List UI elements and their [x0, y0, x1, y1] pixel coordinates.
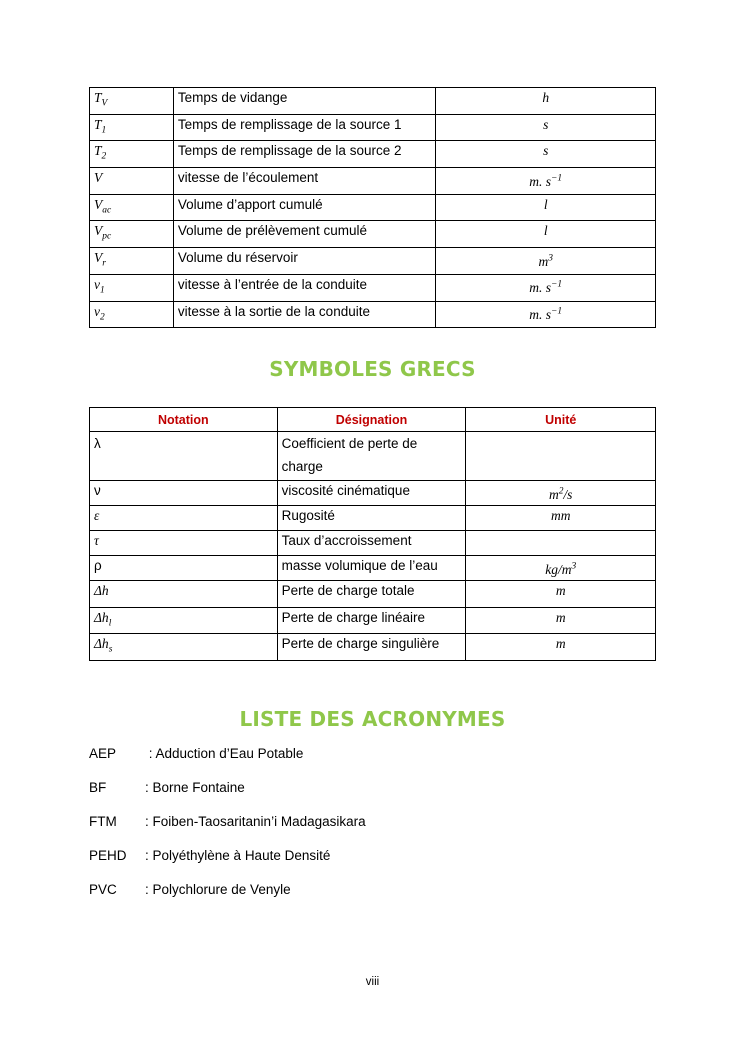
notation-cell: $v_1$ [90, 274, 174, 301]
acronyms-heading: LISTE DES ACRONYMES [239, 707, 506, 731]
designation-cell: vitesse à la sortie de la conduite [173, 301, 436, 328]
designation-cell: Volume d’apport cumulé [173, 194, 436, 221]
designation-cell: Coefficient de perte de charge [277, 432, 466, 481]
latin-symbols-table [89, 87, 656, 328]
designation-cell: Perte de charge singulière [277, 634, 466, 661]
unit-cell: s [436, 141, 656, 168]
notation-cell: $\Delta h_s$ [90, 634, 278, 661]
unit-cell: mm [466, 506, 656, 531]
table-row [90, 634, 656, 661]
notation-cell: ν [90, 481, 278, 506]
unit-cell: l [436, 221, 656, 248]
table-row [90, 274, 656, 301]
table-row [90, 581, 656, 608]
designation-cell: vitesse de l’écoulement [173, 168, 436, 195]
designation-cell: Rugosité [277, 506, 466, 531]
unit-cell: m. $s^{-1}$ [436, 301, 656, 328]
notation-cell: $V_r$ [90, 248, 174, 275]
notation-cell: $T_V$ [90, 88, 174, 115]
table-row [90, 141, 656, 168]
designation-cell: vitesse à l’entrée de la conduite [173, 274, 436, 301]
greek-symbols-table [89, 407, 656, 661]
notation-cell: $T_2$ [90, 141, 174, 168]
table-row [90, 88, 656, 115]
acronym-definition: : Borne Fontaine [145, 780, 245, 795]
designation-cell: Temps de vidange [173, 88, 436, 115]
designation-header: Désignation [277, 408, 466, 432]
table-row [90, 481, 656, 506]
unit-cell: $kg/m^3$ [466, 556, 656, 581]
unit-cell: m. $s^{-1}$ [436, 168, 656, 195]
greek-symbols-heading: SYMBOLES GRECS [269, 357, 476, 381]
designation-cell: Perte de charge totale [277, 581, 466, 608]
notation-cell: Δh [90, 581, 278, 608]
acronym-definition: : Polychlorure de Venyle [145, 882, 291, 897]
unit-cell: m [466, 581, 656, 608]
unit-header: Unité [466, 408, 656, 432]
acronym-abbr: PEHD [89, 848, 127, 863]
table-row [90, 531, 656, 556]
table-row [90, 432, 656, 481]
notation-cell: $\Delta h_l$ [90, 607, 278, 634]
designation-cell: masse volumique de l’eau [277, 556, 466, 581]
acronym-item [89, 746, 303, 761]
table-row [90, 221, 656, 248]
table-row [90, 114, 656, 141]
table-row [90, 607, 656, 634]
notation-cell: V [90, 168, 174, 195]
notation-cell: ρ [90, 556, 278, 581]
table-row [90, 301, 656, 328]
table-row [90, 248, 656, 275]
unit-cell: m. $s^{-1}$ [436, 274, 656, 301]
unit-cell: m [466, 607, 656, 634]
table-row [90, 556, 656, 581]
page-number: viii [365, 976, 380, 988]
unit-cell [466, 531, 656, 556]
designation-cell: Volume de prélèvement cumulé [173, 221, 436, 248]
unit-cell [466, 432, 656, 481]
acronym-definition: : Polyéthylène à Haute Densité [145, 848, 331, 863]
unit-cell: s [436, 114, 656, 141]
designation-cell: Temps de remplissage de la source 2 [173, 141, 436, 168]
acronym-abbr: PVC [89, 882, 117, 897]
acronym-item [89, 814, 366, 829]
notation-cell: $v_2$ [90, 301, 174, 328]
notation-cell: $T_1$ [90, 114, 174, 141]
acronym-abbr: AEP [89, 746, 117, 761]
unit-cell: $m^3$ [436, 248, 656, 275]
notation-cell: λ [90, 432, 278, 481]
notation-cell: ε [90, 506, 278, 531]
notation-header: Notation [90, 408, 278, 432]
notation-cell: $V_{ac}$ [90, 194, 174, 221]
table-row [90, 194, 656, 221]
designation-cell: Taux d’accroissement [277, 531, 466, 556]
table-row [90, 168, 656, 195]
acronym-abbr: FTM [89, 814, 117, 829]
acronym-item [89, 780, 245, 795]
unit-cell: l [436, 194, 656, 221]
table-row [90, 506, 656, 531]
acronym-item [89, 848, 330, 863]
acronym-definition: : Foiben-Taosaritanin’i Madagasikara [145, 814, 366, 829]
designation-cell: Perte de charge linéaire [277, 607, 466, 634]
designation-cell: Temps de remplissage de la source 1 [173, 114, 436, 141]
acronym-item [89, 882, 291, 897]
acronym-abbr: BF [89, 780, 107, 795]
unit-cell: h [436, 88, 656, 115]
acronym-definition: : Adduction d’Eau Potable [145, 746, 304, 761]
notation-cell: $V_{pc}$ [90, 221, 174, 248]
notation-cell: τ [90, 531, 278, 556]
designation-cell: Volume du réservoir [173, 248, 436, 275]
table-header-row [90, 408, 656, 432]
unit-cell: $m^2/s$ [466, 481, 656, 506]
designation-cell: viscosité cinématique [277, 481, 466, 506]
unit-cell: m [466, 634, 656, 661]
